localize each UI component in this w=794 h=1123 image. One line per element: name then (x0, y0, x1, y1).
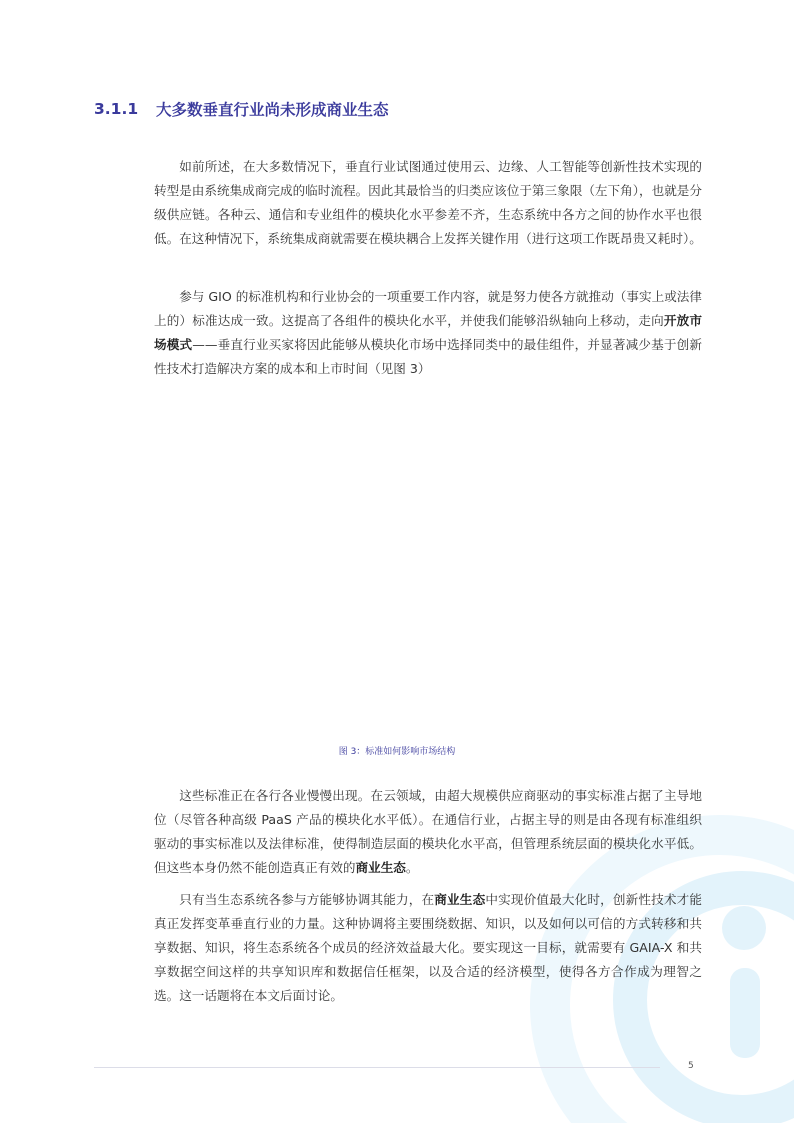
paragraph-standards-text-a: 参与 GIO 的标准机构和行业协会的一项重要工作内容，就是努力使各方就推动（事实上或法律上的）标准达成一致。这提高了各组件的模块化水平，并使我们能够沿纵轴向上移动，走向 (154, 289, 702, 328)
paragraph-industry-standards (154, 784, 702, 880)
section-title: 大多数垂直行业尚未形成商业生态 (156, 101, 389, 119)
figure-caption: 图 3：标准如何影响市场结构 (338, 747, 456, 757)
paragraph-intro: 如前所述，在大多数情况下，垂直行业试图通过使用云、边缘、人工智能等创新性技术实现的转型是由系统集成商完成的临时流程。因此其最恰当的归类应该位于第三象限（左下角），也就是分级供应链。各种云、通信和专业组件的模块化水平参差不齐，生态系统中各方之间的协作水平也很低。在这种情况下，系统集成商就需要在模块耦合上发挥关键作用（进行这项工作既昂贵又耗时）。 (154, 159, 702, 246)
page-number: 5 (688, 1061, 694, 1071)
paragraph-coordination-text-b: 中实现价值最大化时，创新性技术才能真正发挥变革垂直行业的力量。这种协调将主要围绕数据、知识，以及如何以可信的方式转移和共享数据、知识，将生态系统各个成员的经济效益最大化。要实现这一目标，就需要有 GAIA-X 和共享数据空间这样的共享知识库和数据信任框架，以及合适的经济模型，使得各方合作成为理智之选。这一话题将在本文后面讨论。 (154, 892, 703, 1003)
footer-divider (94, 1067, 660, 1068)
paragraph-coordination-text-a: 只有当生态系统各参与方能够协调其能力，在 (179, 892, 435, 907)
paragraph-industry-text-b: 。 (405, 859, 419, 875)
section-number: 3.1.1 (94, 100, 139, 118)
section-heading (94, 96, 389, 122)
open-market-model-term: 开放市场模式 (154, 312, 703, 352)
business-ecosystem-term: 商业生态 (355, 859, 406, 875)
paragraph-industry-text-a: 这些标准正在各行各业慢慢出现。在云领域，由超大规模供应商驱动的事实标准占据了主导地位（尽管各种高级 PaaS 产品的模块化水平低）。在通信行业，占据主导的则是由各现有标准组织驱动的事实标准以及法律标准，使得制造层面的模块化水平高，但管理系统层面的模块化水平低。但这些本身仍然不能创造真正有效的 (154, 788, 702, 875)
paragraph-standards-text-b: ——垂直行业买家将因此能够从模块化市场中选择同类中的最佳组件，并显著减少基于创新性技术打造解决方案的成本和上市时间（见图 3） (154, 336, 703, 376)
paragraph-ecosystem-coordination (154, 888, 702, 1008)
paragraph-standards (154, 285, 702, 381)
business-ecosystem-term: 商业生态 (434, 892, 486, 907)
